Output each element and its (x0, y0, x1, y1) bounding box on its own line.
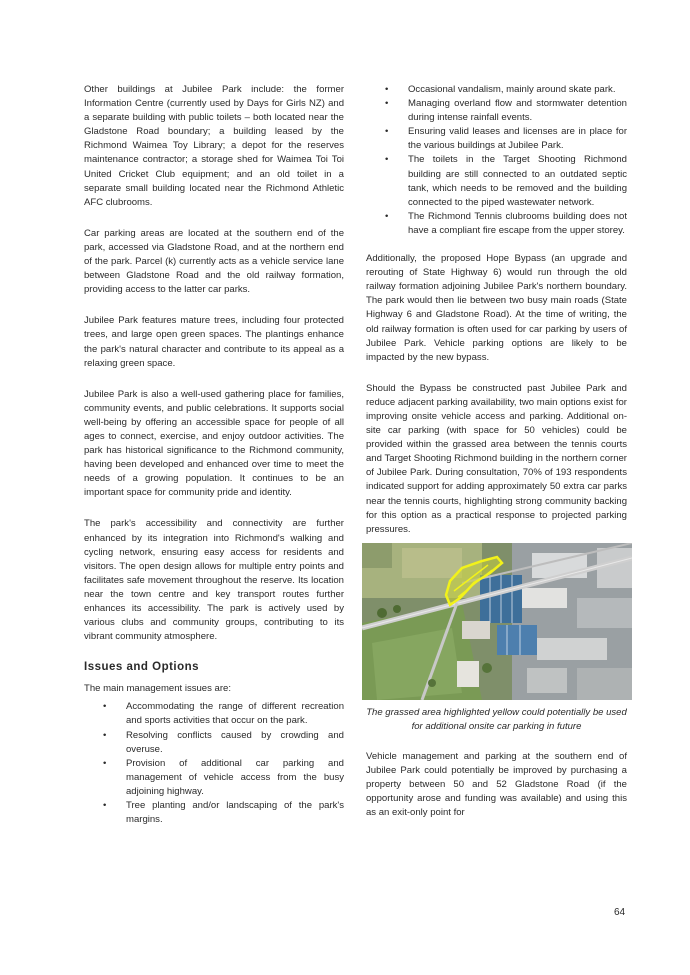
list-item: • Resolving conflicts caused by crowding and overuse. (126, 729, 344, 757)
list-item: • Accommodating the range of different recreation and sports activities that occur on the park. (126, 700, 344, 728)
paragraph-accessibility: The park's accessibility and connectivity are further enhanced by its integration into Richmond's walking and cycling network, ensuring easy access for residents and visitors. The open design allows for multiple entry points and facilitates safe movement throughout the reserve. Its location near the town centre and key transport routes further enhances its accessibility. The park is actively used by various clubs and community groups, contributing to its vibrant community atmosphere. (84, 518, 344, 643)
paragraph-other-buildings: Other buildings at Jubilee Park include: the former Information Centre (currently used by Days for Girls NZ) and a separate building with public toilets – both located near the Gladstone Road boundary; a building leased by the Richmond Waimea Toy Library; a depot for the reserves maintenance contractor; a storage shed for Waimea Toi Toi United Cricket Club equipment; and an old toilet in a separate small building located near the Richmond Athletic AFC clubrooms. (84, 84, 344, 208)
paragraph-car-parking: Car parking areas are located at the southern end of the park, accessed via Gladstone Road, and at the northern end of the park. Parcel (k) currently acts as a vehicle service lane between Gladstone Road and the old railway formation, providing access to the latter car parks. (84, 227, 344, 296)
paragraph-southern-end: Vehicle management and parking at the southern end of Jubilee Park could potentially be improved by purchasing a property between 50 and 52 Gladstone Road (if the opportunity arose and funding was available) and using this as an exit-only point for (366, 750, 627, 819)
paragraph-parking-options: Should the Bypass be constructed past Jubilee Park and reduce adjacent parking availability, two main options exist for improving onsite vehicle access and parking. Additional on-site car parking (with space for 50 vehicles) could be provided within the grassed area between the tennis courts and Target Shooting Richmond building in the northern corner of Jubilee Park. During consultation, 70% of 193 respondents indicated support for adding approximately 50 extra car parks near the tennis courts, highlighting strong community backing for this option as a practical response to projected parking pressures. (366, 382, 627, 535)
page-number: 64 (614, 907, 626, 918)
aerial-photo (362, 543, 632, 700)
issues-intro: The main management issues are: (84, 683, 231, 695)
list-item: • Ensuring valid leases and licenses are in place for the various buildings at Jubilee Park. (408, 125, 627, 153)
figure-caption: The grassed area highlighted yellow could potentially be used for additional onsite car parking in future (366, 706, 627, 732)
issues-list-right (366, 83, 627, 238)
right-column (366, 83, 627, 837)
list-item: • The Richmond Tennis clubrooms building does not have a compliant fire escape from the upper storey. (408, 210, 627, 238)
paragraph-hope-bypass: Additionally, the proposed Hope Bypass (an upgrade and rerouting of State Highway 6) would run through the old railway formation adjoining Jubilee Park's northern boundary. The park would then lie between two busy main roads (State Highway 6 and Gladstone Road). At the time of writing, the old railway formation is often used for car parking by users of Jubilee Park. Vehicle parking options are likely to be impacted by the new bypass. (366, 253, 627, 363)
list-item: • Provision of additional car parking and management of vehicle access from the busy adjoining highway. (126, 757, 344, 799)
aerial-photo-map (362, 543, 632, 700)
list-item: • Tree planting and/or landscaping of the park's margins. (126, 799, 344, 827)
paragraph-gathering-place: Jubilee Park is also a well-used gathering place for families, community events, and public celebrations. It supports social well-being by offering an accessible space for people of all ages to connect, exercise, and enjoy outdoor activities. The park has historical significance to the Richmond community, having been developed and enhanced over time to meet the needs of a growing population. It continues to be an important space for community pride and identity. (84, 388, 344, 499)
paragraph-mature-trees: Jubilee Park features mature trees, including four protected trees, and large open green spaces. The plantings enhance the park's natural character and contribute to its appeal as a relaxing green space. (84, 315, 344, 369)
list-item: • The toilets in the Target Shooting Richmond building are still connected to an outdated septic tank, which needs to be removed and the building connected to the piped wastewater network. (408, 153, 627, 209)
issues-list-left (84, 700, 344, 827)
section-heading-issues: Issues and Options (84, 661, 200, 674)
left-column (84, 83, 344, 841)
list-item: • Managing overland flow and stormwater detention during intense rainfall events. (408, 97, 627, 125)
list-item: • Occasional vandalism, mainly around skate park. (408, 83, 627, 97)
